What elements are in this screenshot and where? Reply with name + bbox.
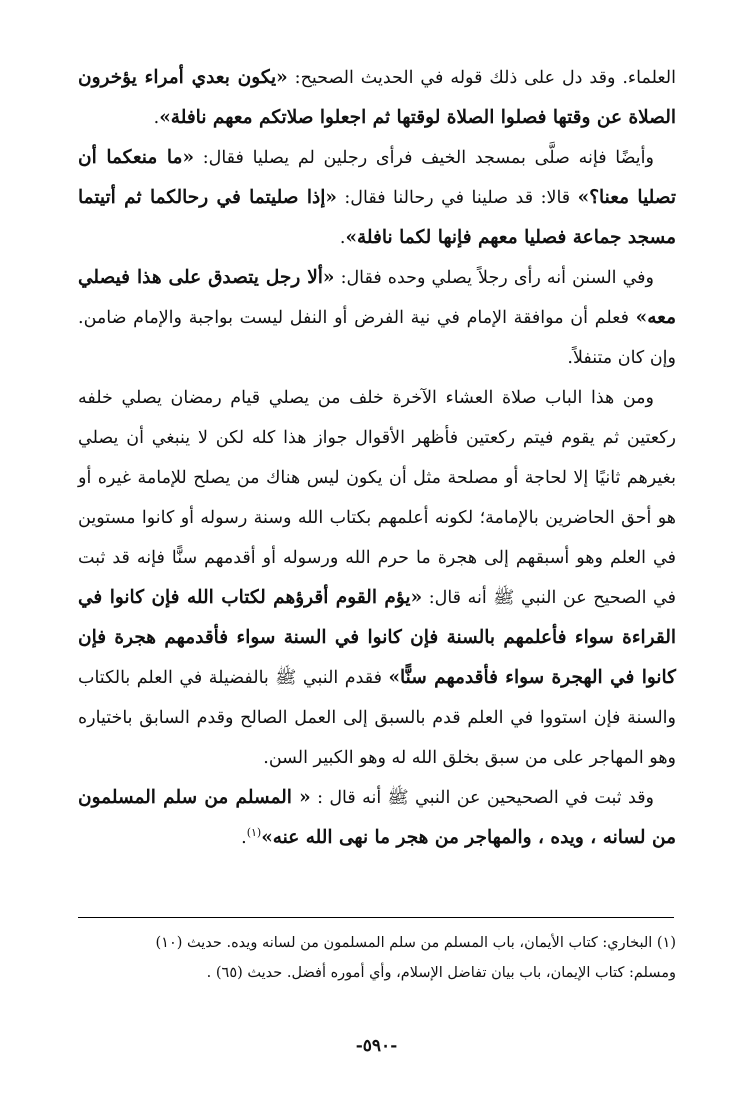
text-span: ومن هذا الباب صلاة العشاء الآخرة خلف من يصلي قيام رمضان يصلي خلفه ركعتين ثم يقوم فيتم ركعتين فأظهر الأقوال جواز هذا كله لكن لا ينبغي أن يصلي بغيرهم ثانيًا إلا لحاجة أو مصلحة مثل أن يكون ليس هناك من يصلح للإمامة غيره أو هو أحق الحاضرين بالإمامة؛ لكونه أعلمهم بكتاب الله وسنة رسوله أو كانوا مستوين في العلم وهو أسبقهم إلى هجرة ما حرم الله ورسوله أو أقدمهم سنًّا فإنه قد ثبت في الصحيح عن النبي ﷺ أنه قال: — [78, 388, 676, 608]
footnotes — [78, 928, 676, 988]
hadith-quote: «ألا رجل يتصدق على هذا فيصلي معه» — [78, 267, 676, 328]
paragraph-3 — [78, 258, 676, 378]
hadith-quote: «إذا صليتما في رحالكما ثم أتيتما مسجد جماعة فصليا معهم فإنها لكما نافلة» — [78, 187, 676, 248]
footnote-reference[interactable]: (١) — [246, 826, 262, 840]
paragraph-2 — [78, 138, 676, 258]
paragraph-5 — [78, 778, 676, 858]
text-span: . — [153, 108, 160, 128]
text-span: فعلم أن موافقة الإمام في نية الفرض أو النفل ليست بواجبة والإمام ضامن. وإن كان متنفلاً. — [78, 308, 676, 368]
hadith-quote: «يؤم القوم أقرؤهم لكتاب الله فإن كانوا في القراءة سواء فأعلمهم بالسنة فإن كانوا في السنة سواء فأقدمهم هجرة فإن كانوا في الهجرة سواء فأقدمهم سنًّا» — [78, 587, 676, 688]
text-span: وفي السنن أنه رأى رجلاً يصلي وحده فقال: — [334, 268, 654, 288]
footnote-1-line-1: (١) البخاري: كتاب الأيمان، باب المسلم من سلم المسلمون من لسانه ويده. حديث (١٠) — [155, 935, 676, 951]
paragraph-1 — [78, 58, 676, 138]
paragraph-4 — [78, 378, 676, 778]
footnote-1-line-2: ومسلم: كتاب الإيمان، باب بيان تفاضل الإسلام، وأي أموره أفضل. حديث (٦٥) . — [206, 965, 676, 981]
page-body — [78, 58, 676, 858]
hadith-quote: «يكون بعدي أمراء يؤخرون الصلاة عن وقتها فصلوا الصلاة لوقتها ثم اجعلوا صلاتكم معهم نافلة» — [78, 67, 676, 128]
text-span: فقدم النبي ﷺ بالفضيلة في العلم بالكتاب والسنة فإن استووا في العلم قدم بالسبق إلى العمل الصالح وقدم السابق باختياره وهو المهاجر على من سبق بخلق الله له وهو الكبير السن. — [78, 668, 676, 768]
footnote-divider — [78, 917, 674, 918]
page-number: -٥٩٠- — [355, 1036, 398, 1056]
text-span: العلماء. وقد دل على ذلك قوله في الحديث الصحيح: — [287, 68, 676, 88]
text-span: قالا: قد صلينا في رحالنا فقال: — [336, 188, 578, 208]
hadith-quote: «ما منعكما أن تصليا معنا؟» — [78, 147, 676, 208]
text-span: . — [339, 228, 346, 248]
text-span: وقد ثبت في الصحيحين عن النبي ﷺ أنه قال : — [310, 788, 655, 808]
text-span: . — [241, 828, 247, 848]
text-span: وأيضًا فإنه صلَّى بمسجد الخيف فرأى رجلين لم يصليا فقال: — [194, 148, 654, 168]
hadith-quote: « المسلم من سلم المسلمون من لسانه ، ويده ، والمهاجر من هجر ما نهى الله عنه» — [78, 787, 676, 848]
